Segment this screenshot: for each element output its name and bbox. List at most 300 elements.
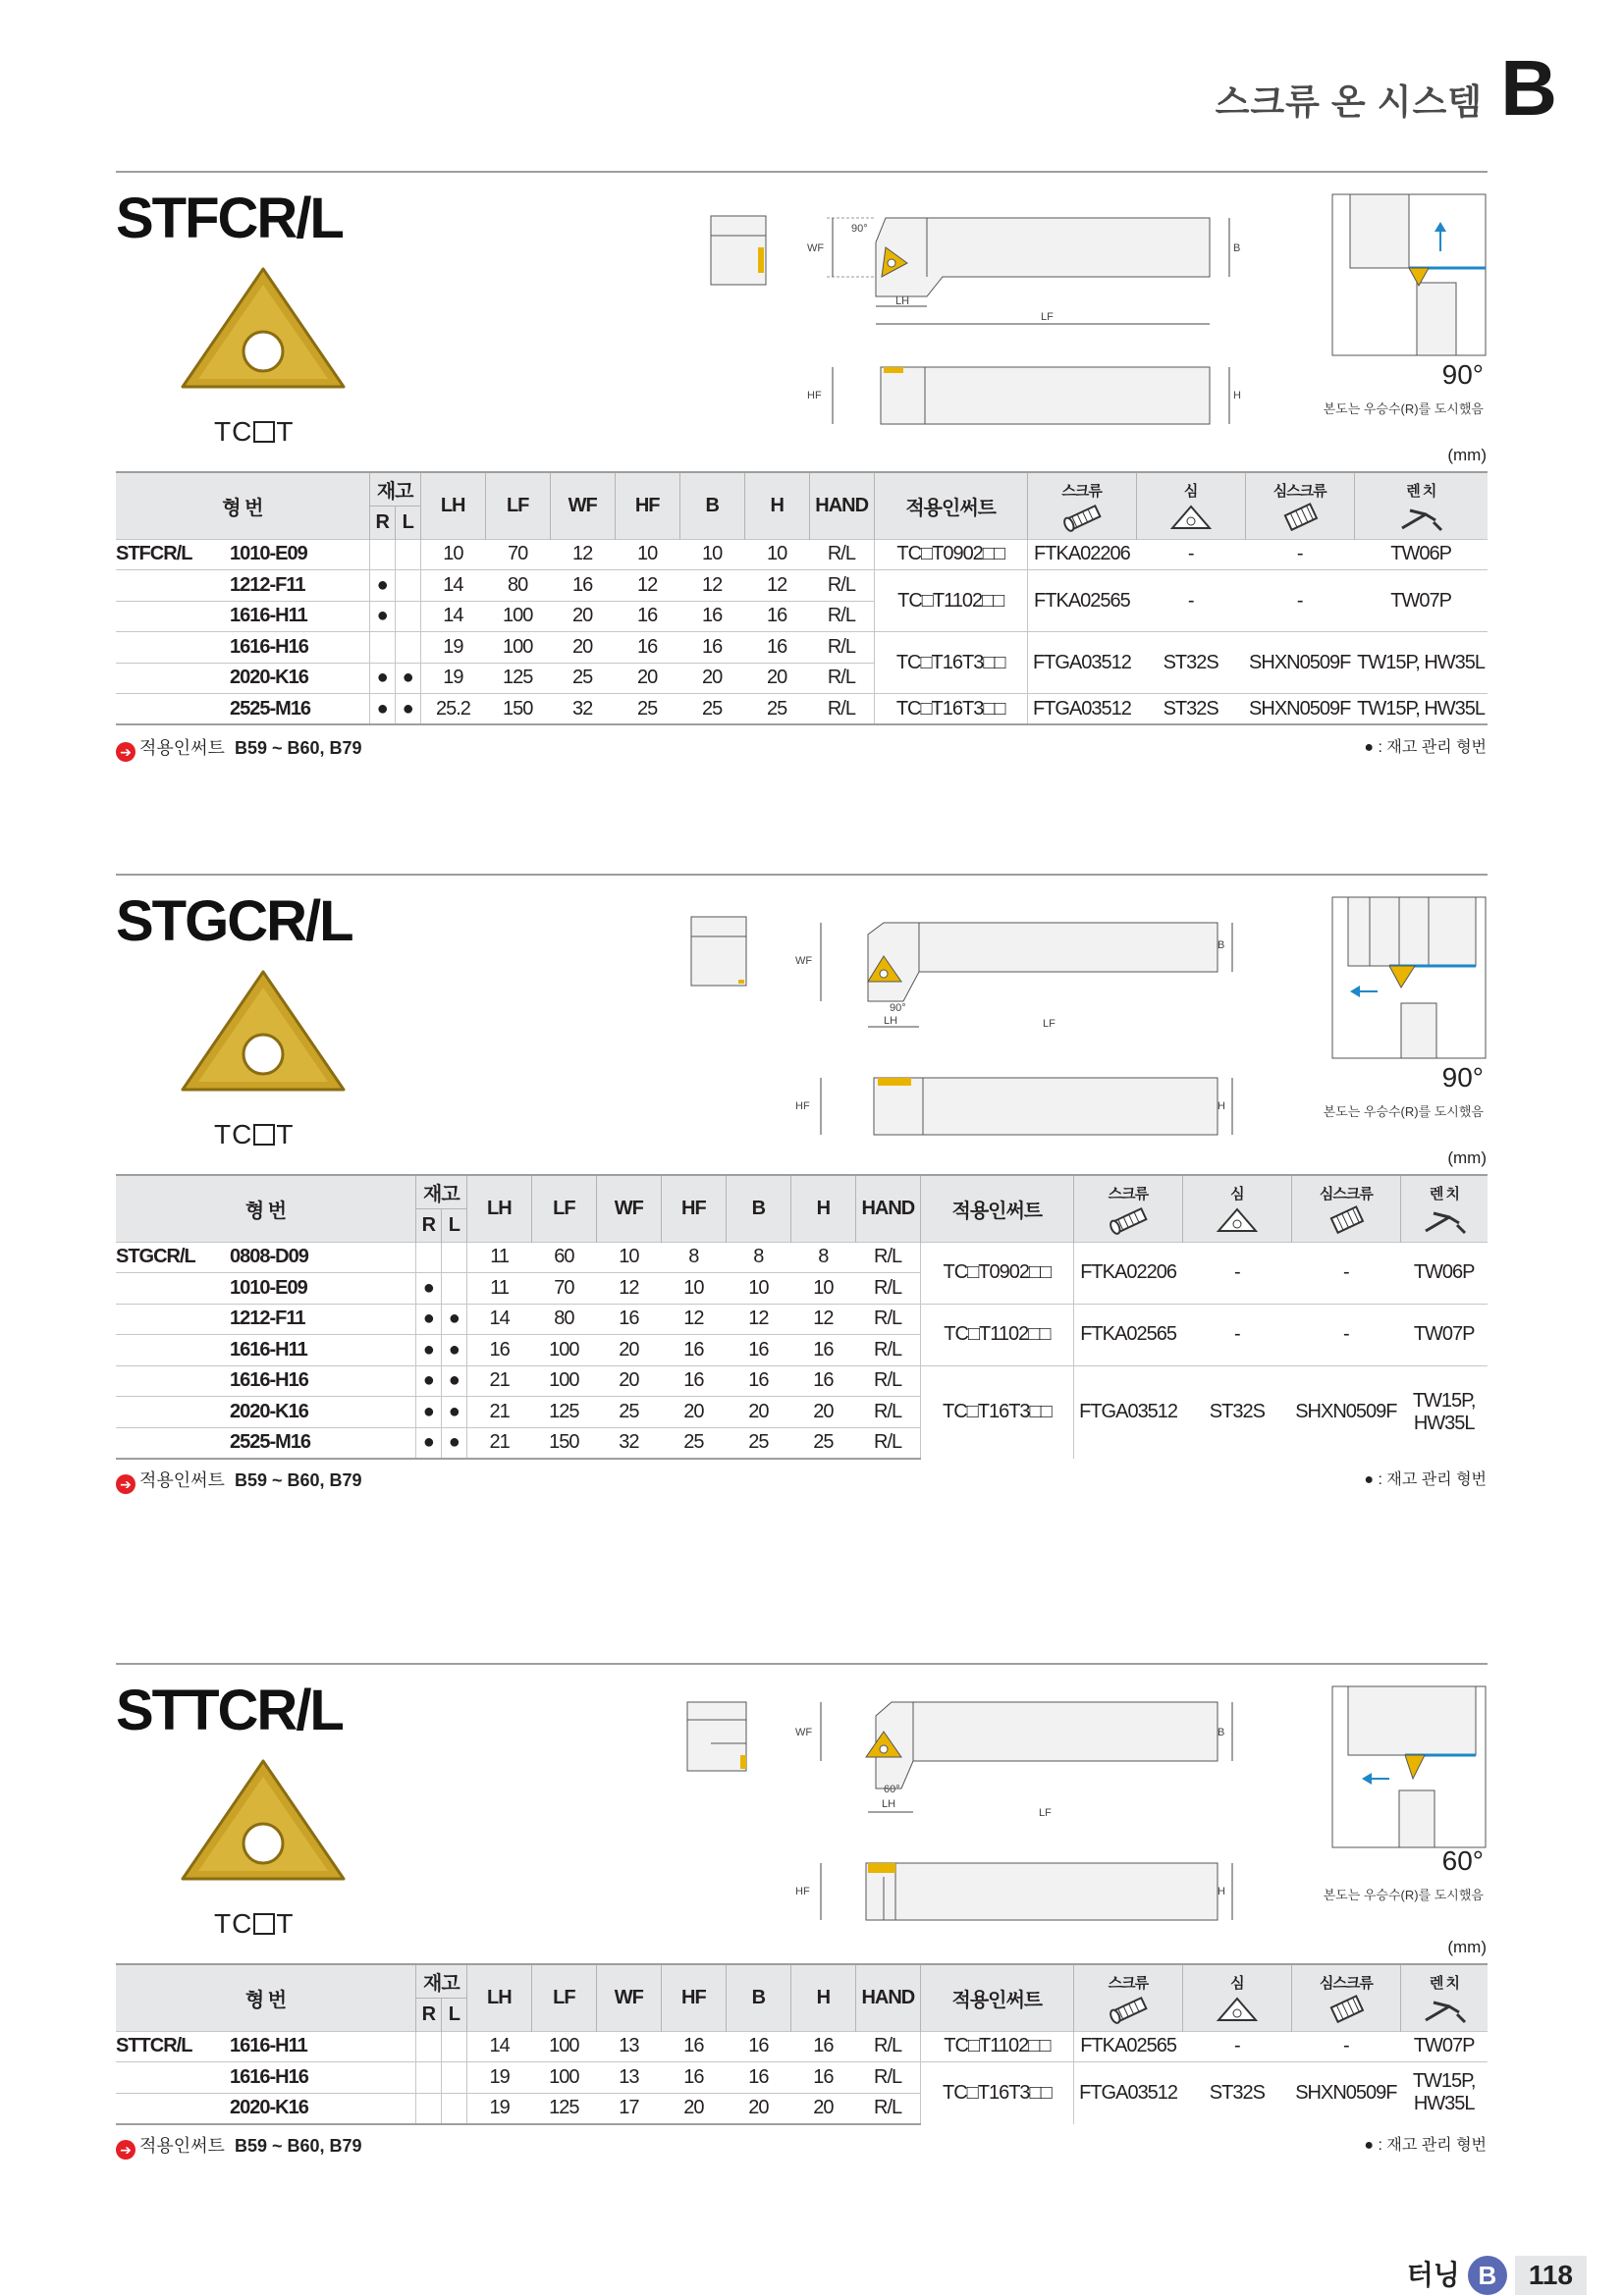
holder-front-view: [709, 214, 768, 293]
cell-wf: 25: [550, 663, 615, 694]
cell-lf: 100: [485, 632, 550, 664]
page-header-letter: B: [1500, 44, 1557, 132]
cell-wf: 20: [550, 632, 615, 664]
col-hand: HAND: [855, 1175, 920, 1242]
cell-b: 20: [726, 2093, 790, 2124]
cell-wrench: [1400, 2062, 1488, 2124]
insert-reference[interactable]: [116, 1467, 362, 1494]
row-model: 2020-K16: [230, 1397, 415, 1428]
cell-shim: ST32S: [1136, 632, 1245, 694]
cell-lf: 100: [531, 1365, 596, 1397]
cell-wf: 25: [596, 1397, 661, 1428]
cell-b: 16: [726, 1335, 790, 1366]
section-title: STTCR/L: [116, 1679, 343, 1742]
col-screw: [1073, 1175, 1182, 1242]
cell-wrench: [1400, 1365, 1488, 1459]
cell-hand: R/L: [855, 2062, 920, 2094]
dim-b: B: [1233, 242, 1241, 254]
insert-label: TC T: [214, 1908, 295, 1939]
row-model: 1010-E09: [230, 1273, 415, 1305]
cell-shim-screw: -: [1291, 1242, 1400, 1304]
stock-l: [441, 1242, 466, 1273]
holder-top-view: [797, 208, 1259, 331]
cell-hand: R/L: [855, 1242, 920, 1273]
cell-shim: ST32S: [1136, 694, 1245, 725]
cell-hf: 8: [661, 1242, 726, 1273]
cell-hand: R/L: [855, 1397, 920, 1428]
cell-h: 12: [744, 570, 809, 602]
cell-lf: 125: [485, 663, 550, 694]
shim-icon: [1213, 1205, 1262, 1235]
col-insert: 적용인써트: [920, 1964, 1073, 2031]
col-wf: WF: [596, 1175, 661, 1242]
cell-b: 16: [726, 2031, 790, 2062]
stock-r: ●: [369, 663, 395, 694]
table-row: [116, 1365, 1488, 1397]
cell-shim: -: [1136, 570, 1245, 632]
spec-table: [116, 471, 1488, 725]
cell-h: 16: [744, 601, 809, 632]
row-series: STGCR/L: [116, 1242, 230, 1273]
cell-lf: 80: [531, 1304, 596, 1335]
cell-lh: 19: [420, 663, 485, 694]
footer-label: 터닝: [1406, 2260, 1460, 2290]
unit-label: (mm): [1447, 446, 1487, 464]
shim-screw-header: 심스크류: [1272, 482, 1326, 500]
cell-insert: TC□T1102□□: [920, 1304, 1073, 1365]
cell-h: 16: [790, 2062, 855, 2094]
cell-insert: TC□T16T3□□: [920, 2062, 1073, 2124]
cell-shim: ST32S: [1182, 2062, 1291, 2124]
row-series: [116, 663, 230, 694]
row-model: 1212-F11: [230, 1304, 415, 1335]
row-series: [116, 694, 230, 725]
col-hand: HAND: [855, 1964, 920, 2031]
arrow-right-icon: ➔: [116, 1474, 135, 1494]
cell-shim-screw: SHXN0509F: [1245, 632, 1354, 694]
unit-label: (mm): [1447, 1938, 1487, 1956]
col-b: B: [679, 472, 744, 539]
cell-h: 8: [790, 1242, 855, 1273]
cell-lf: 70: [531, 1273, 596, 1305]
shim-header: 심: [1230, 1974, 1244, 1992]
cell-hf: 25: [661, 1427, 726, 1459]
cell-h: 10: [790, 1273, 855, 1305]
stock-r: ●: [369, 570, 395, 602]
col-h: H: [744, 472, 809, 539]
wrench-header: 렌 치: [1429, 1974, 1459, 1992]
cell-h: 25: [744, 694, 809, 725]
table-row: [116, 1242, 1488, 1273]
holder-side-view: [785, 1859, 1247, 1928]
cell-wf: 20: [596, 1365, 661, 1397]
dim-hf: HF: [795, 1100, 810, 1112]
dim-h: H: [1218, 1886, 1225, 1897]
wrench-line-1: TW15P,: [1412, 2070, 1476, 2093]
cell-lf: 70: [485, 539, 550, 570]
col-insert: 적용인써트: [920, 1175, 1073, 1242]
stock-l: ●: [441, 1335, 466, 1366]
cell-h: 20: [790, 1397, 855, 1428]
cell-lh: 19: [420, 632, 485, 664]
cell-b: 16: [679, 632, 744, 664]
stock-r: [415, 2062, 441, 2094]
cell-lf: 100: [485, 601, 550, 632]
cell-b: 12: [679, 570, 744, 602]
cell-hand: R/L: [809, 694, 874, 725]
wrench-header: 렌 치: [1429, 1185, 1459, 1202]
stock-l: [441, 1273, 466, 1305]
col-wf: WF: [550, 472, 615, 539]
wrench-line-2: HW35L: [1413, 2093, 1475, 2115]
cell-wf: 16: [596, 1304, 661, 1335]
row-model: 1616-H16: [230, 2062, 415, 2094]
cell-wrench: TW15P, HW35L: [1354, 632, 1488, 694]
stock-l: [395, 539, 420, 570]
cell-hf: 16: [661, 1335, 726, 1366]
cell-b: 25: [726, 1427, 790, 1459]
cell-lf: 100: [531, 2031, 596, 2062]
col-b: B: [726, 1964, 790, 2031]
stock-r: [415, 2093, 441, 2124]
row-series: STFCR/L: [116, 539, 230, 570]
insert-image: [175, 263, 352, 396]
cutting-direction-diagram: [1330, 895, 1488, 1062]
shim-header: 심: [1183, 482, 1198, 500]
cell-screw: FTGA03512: [1027, 694, 1136, 725]
cell-hf: 10: [661, 1273, 726, 1305]
stock-r: ●: [415, 1273, 441, 1305]
screw-header: 스크류: [1061, 482, 1102, 500]
stock-l: ●: [441, 1365, 466, 1397]
cell-shim: -: [1182, 1304, 1291, 1365]
cell-lh: 25.2: [420, 694, 485, 725]
cell-hand: R/L: [855, 2093, 920, 2124]
col-shim: [1136, 472, 1245, 539]
cell-screw: FTKA02206: [1027, 539, 1136, 570]
stock-r: [369, 632, 395, 664]
shim-screw-header: 심스크류: [1319, 1974, 1373, 1992]
shim-screw-icon: [1275, 503, 1325, 532]
col-stock-r: R: [415, 1998, 441, 2031]
col-hf: HF: [615, 472, 679, 539]
wrench-line-2: HW35L: [1413, 1412, 1475, 1434]
dim-lh: LH: [884, 1015, 898, 1027]
row-series: [116, 1365, 230, 1397]
stock-r: [415, 1242, 441, 1273]
table-row: [116, 694, 1488, 725]
stock-legend: ● : 재고 관리 형번: [1364, 2137, 1487, 2154]
col-shim: [1182, 1964, 1291, 2031]
row-model: 2525-M16: [230, 1427, 415, 1459]
col-wrench: [1400, 1964, 1488, 2031]
cell-wf: 13: [596, 2031, 661, 2062]
wrench-icon: [1396, 503, 1445, 532]
stock-l: ●: [441, 1397, 466, 1428]
cell-insert: TC□T0902□□: [874, 539, 1027, 570]
col-stock-l: L: [395, 506, 420, 539]
holder-side-view: [785, 1074, 1247, 1143]
cell-screw: FTKA02565: [1073, 1304, 1182, 1365]
col-stock: 재고: [415, 1964, 466, 1998]
row-series: [116, 2093, 230, 2124]
row-model: 1616-H16: [230, 1365, 415, 1397]
dim-h: H: [1218, 1100, 1225, 1112]
cell-hf: 20: [661, 1397, 726, 1428]
cell-lh: 10: [420, 539, 485, 570]
spec-table: [116, 1174, 1488, 1460]
dim-lf: LF: [1041, 311, 1054, 323]
cell-b: 16: [679, 601, 744, 632]
stock-r: ●: [415, 1427, 441, 1459]
row-model: 2020-K16: [230, 2093, 415, 2124]
col-shim-screw: [1245, 472, 1354, 539]
cell-shim-screw: SHXN0509F: [1245, 694, 1354, 725]
cell-shim: -: [1182, 1242, 1291, 1304]
dim-angle: 60°: [884, 1784, 900, 1795]
cutting-angle: 90°: [1441, 359, 1484, 390]
reference-pages: B59 ~ B60, B79: [234, 1470, 362, 1490]
cell-hand: R/L: [809, 601, 874, 632]
cell-h: 16: [790, 2031, 855, 2062]
row-model: 1616-H11: [230, 601, 369, 632]
cutting-direction-diagram: [1330, 192, 1488, 359]
col-stock-r: R: [415, 1208, 441, 1242]
table-row: [116, 2031, 1488, 2062]
shim-screw-icon: [1322, 1205, 1371, 1235]
cell-shim-screw: -: [1291, 1304, 1400, 1365]
cell-insert: TC□T1102□□: [874, 570, 1027, 632]
cell-wf: 12: [596, 1273, 661, 1305]
stock-r: ●: [415, 1304, 441, 1335]
cell-lh: 21: [466, 1427, 531, 1459]
dim-angle: 90°: [890, 1002, 906, 1014]
table-row: [116, 570, 1488, 602]
insert-reference[interactable]: [116, 734, 362, 762]
page-header-title: 스크류 온 시스템: [1215, 81, 1483, 122]
dim-lh: LH: [882, 1798, 896, 1810]
cell-shim: -: [1182, 2031, 1291, 2062]
cell-h: 16: [744, 632, 809, 664]
screw-icon: [1104, 1995, 1153, 2024]
col-hand: HAND: [809, 472, 874, 539]
row-model: 1212-F11: [230, 570, 369, 602]
wrench-icon: [1420, 1995, 1469, 2024]
dim-wf: WF: [807, 242, 825, 254]
cell-lh: 14: [420, 601, 485, 632]
stock-r: ●: [415, 1335, 441, 1366]
cell-hf: 12: [661, 1304, 726, 1335]
section-rule: [116, 874, 1488, 876]
dim-h: H: [1233, 390, 1241, 401]
page-footer: [1407, 2254, 1587, 2295]
cell-lf: 100: [531, 1335, 596, 1366]
shim-header: 심: [1230, 1185, 1244, 1202]
stock-l: ●: [441, 1427, 466, 1459]
row-series: [116, 1273, 230, 1305]
cell-wf: 12: [550, 539, 615, 570]
cell-lf: 150: [531, 1427, 596, 1459]
cell-b: 12: [726, 1304, 790, 1335]
cutting-angle: 90°: [1441, 1062, 1484, 1093]
cell-insert: TC□T16T3□□: [920, 1365, 1073, 1459]
dim-lh: LH: [895, 295, 910, 307]
row-series: [116, 1427, 230, 1459]
stock-r: ●: [369, 601, 395, 632]
insert-reference[interactable]: [116, 2132, 362, 2160]
row-series: [116, 1397, 230, 1428]
stock-l: [395, 601, 420, 632]
col-wf: WF: [596, 1964, 661, 2031]
cell-hf: 16: [615, 601, 679, 632]
wrench-line-1: TW15P,: [1412, 1389, 1476, 1412]
cell-wf: 13: [596, 2062, 661, 2094]
col-shim-screw: [1291, 1964, 1400, 2031]
arrow-right-icon: ➔: [116, 742, 135, 762]
dim-wf: WF: [795, 955, 813, 967]
col-stock: 재고: [369, 472, 420, 506]
col-h: H: [790, 1175, 855, 1242]
cell-wf: 17: [596, 2093, 661, 2124]
cell-lh: 14: [466, 1304, 531, 1335]
cell-b: 16: [726, 1365, 790, 1397]
col-lf: LF: [531, 1964, 596, 2031]
stock-l: [395, 632, 420, 664]
cell-lh: 19: [466, 2093, 531, 2124]
dim-wf: WF: [795, 1727, 813, 1738]
cell-shim: ST32S: [1182, 1365, 1291, 1459]
screw-header: 스크류: [1108, 1185, 1149, 1202]
col-shim: [1182, 1175, 1291, 1242]
dim-hf: HF: [795, 1886, 810, 1897]
stock-l: [441, 2062, 466, 2094]
cell-shim: -: [1136, 539, 1245, 570]
cell-lf: 100: [531, 2062, 596, 2094]
col-model: 형 번: [116, 1175, 415, 1242]
cell-wrench: TW15P, HW35L: [1354, 694, 1488, 725]
cell-hf: 25: [615, 694, 679, 725]
insert-image: [175, 1755, 352, 1888]
row-series: [116, 1304, 230, 1335]
col-insert: 적용인써트: [874, 472, 1027, 539]
col-lh: LH: [466, 1964, 531, 2031]
cell-hand: R/L: [809, 663, 874, 694]
row-model: 1616-H16: [230, 632, 369, 664]
cell-wf: 32: [596, 1427, 661, 1459]
screw-icon: [1057, 503, 1107, 532]
col-h: H: [790, 1964, 855, 2031]
unit-label: (mm): [1447, 1148, 1487, 1167]
row-series: [116, 601, 230, 632]
cell-lf: 150: [485, 694, 550, 725]
screw-icon: [1104, 1205, 1153, 1235]
cell-lf: 125: [531, 2093, 596, 2124]
cell-screw: FTKA02206: [1073, 1242, 1182, 1304]
cell-b: 8: [726, 1242, 790, 1273]
stock-l: [395, 570, 420, 602]
table-row: [116, 1304, 1488, 1335]
dim-b: B: [1218, 1727, 1225, 1738]
cell-wrench: TW07P: [1400, 2031, 1488, 2062]
shim-icon: [1213, 1995, 1262, 2024]
cutting-angle: 60°: [1441, 1845, 1484, 1876]
cell-lh: 14: [420, 570, 485, 602]
cell-screw: FTGA03512: [1073, 1365, 1182, 1459]
cell-hf: 12: [615, 570, 679, 602]
cell-hand: R/L: [809, 632, 874, 664]
holder-top-view: [785, 1692, 1247, 1820]
row-model: 0808-D09: [230, 1242, 415, 1273]
cell-h: 20: [790, 2093, 855, 2124]
reference-label: 적용인써트: [139, 1470, 225, 1490]
cell-h: 10: [744, 539, 809, 570]
cell-hand: R/L: [855, 2031, 920, 2062]
col-lf: LF: [531, 1175, 596, 1242]
cell-screw: FTKA02565: [1027, 570, 1136, 632]
reference-label: 적용인써트: [139, 2136, 225, 2156]
cell-hf: 20: [615, 663, 679, 694]
shim-screw-header: 심스크류: [1319, 1185, 1373, 1202]
table-row: [116, 2062, 1488, 2094]
cell-wrench: TW07P: [1354, 570, 1488, 632]
row-series: [116, 2062, 230, 2094]
cell-wrench: TW07P: [1400, 1304, 1488, 1365]
row-model: 2525-M16: [230, 694, 369, 725]
wrench-icon: [1420, 1205, 1469, 1235]
col-stock-r: R: [369, 506, 395, 539]
footer-chip: B: [1468, 2256, 1507, 2295]
cell-lh: 16: [466, 1335, 531, 1366]
screw-header: 스크류: [1108, 1974, 1149, 1992]
col-hf: HF: [661, 1964, 726, 2031]
section-title: STGCR/L: [116, 889, 352, 953]
cell-wrench: TW06P: [1400, 1242, 1488, 1304]
cell-lf: 60: [531, 1242, 596, 1273]
holder-front-view: [685, 1700, 748, 1779]
cell-insert: TC□T16T3□□: [874, 694, 1027, 725]
cell-screw: FTKA02565: [1073, 2031, 1182, 2062]
stock-r: [415, 2031, 441, 2062]
stock-r: ●: [415, 1397, 441, 1428]
row-series: [116, 632, 230, 664]
dim-lf: LF: [1039, 1807, 1052, 1819]
cell-lf: 80: [485, 570, 550, 602]
col-screw: [1073, 1964, 1182, 2031]
cell-shim-screw: -: [1245, 539, 1354, 570]
cutting-direction-diagram: [1330, 1684, 1488, 1851]
drawing-note: 본도는 우승수(R)를 도시했음: [1323, 401, 1484, 416]
cell-hand: R/L: [855, 1304, 920, 1335]
row-series: [116, 570, 230, 602]
col-stock: 재고: [415, 1175, 466, 1208]
insert-image: [175, 966, 352, 1098]
cell-h: 25: [790, 1427, 855, 1459]
cell-hf: 16: [661, 1365, 726, 1397]
shim-screw-icon: [1322, 1995, 1371, 2024]
wrench-header: 렌 치: [1406, 482, 1436, 500]
cell-hand: R/L: [855, 1273, 920, 1305]
cell-wf: 16: [550, 570, 615, 602]
row-series: STTCR/L: [116, 2031, 230, 2062]
drawing-note: 본도는 우승수(R)를 도시했음: [1323, 1104, 1484, 1119]
col-lf: LF: [485, 472, 550, 539]
cell-insert: TC□T1102□□: [920, 2031, 1073, 2062]
stock-r: [369, 539, 395, 570]
col-b: B: [726, 1175, 790, 1242]
drawing-note: 본도는 우승수(R)를 도시했음: [1323, 1888, 1484, 1902]
cell-lf: 125: [531, 1397, 596, 1428]
row-series: [116, 1335, 230, 1366]
